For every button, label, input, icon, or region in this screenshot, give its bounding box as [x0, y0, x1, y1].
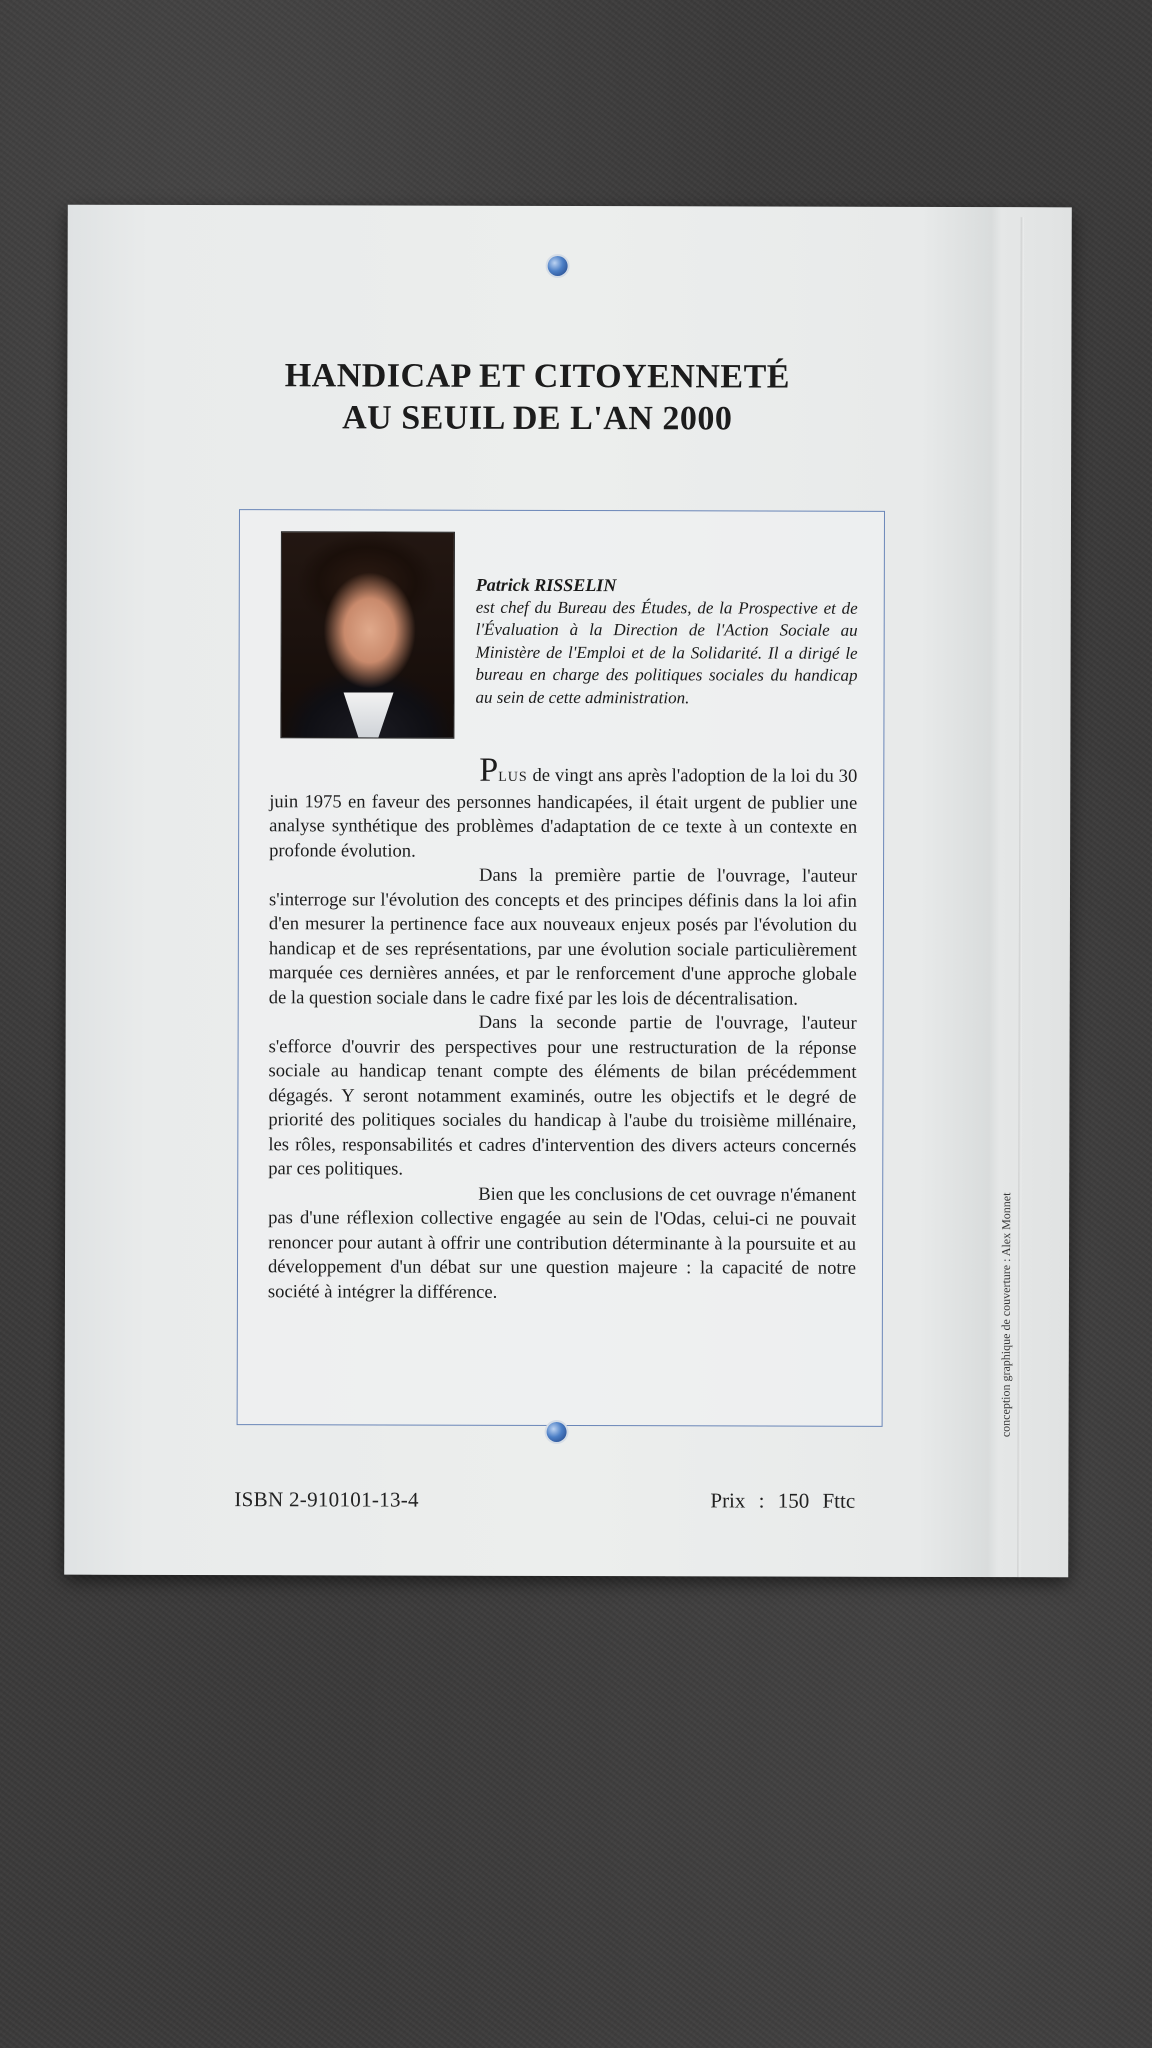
cover-design-credit: conception graphique de couverture : Alex Monnet [998, 1192, 1014, 1438]
author-bio: est chef du Bureau des Études, de la Prospective et de l'Évaluation à la Direction de l'Action Sociale au Ministère de l'Emploi et de la Solidarité. Il a dirigé le bureau en charge des politiques sociales du handicap au sein de cette administration. [475, 597, 858, 707]
drop-cap: P [479, 751, 499, 789]
author-photo-collar [343, 692, 393, 737]
price: Prix : 150 Fttc [710, 1488, 856, 1513]
summary-paragraph-1 [269, 751, 858, 865]
author-name: Patrick RISSELIN [475, 574, 617, 596]
author-photo [280, 531, 455, 738]
title-line-2: AU SEUIL DE L'AN 2000 [342, 399, 733, 438]
summary-paragraph-3: Dans la seconde partie de l'ouvrage, l'auteur s'efforce d'ouvrir des perspectives pour une restructuration de la réponse sociale au handicap tenant compte des éléments de bilan précédemment dégagés. Y seront notamment examinés, outre les objectifs et le degré de priorité des politiques sociales du handicap à l'aube du troisième millénaire, les rôles, responsabilités et cadres d'intervention des divers acteurs concernés par ces politiques. [268, 1011, 857, 1180]
summary-frame [237, 509, 885, 1427]
author-bio-block [475, 574, 857, 710]
title-line-1: HANDICAP ET CITOYENNETÉ [284, 357, 791, 396]
book-back-cover [64, 205, 1072, 1578]
summary-paragraph-4: Bien que les conclusions de cet ouvrage n'émanent pas d'une réflexion collective engagée au sein de l'Odas, celui-ci ne pouvait renoncer pour autant à offrir une contribution déterminante à la poursuite et au développement d'un débat sur une question majeure : la capacité de notre société à intégrer la différence. [267, 1183, 857, 1303]
book-title [157, 355, 917, 441]
summary-paragraph-2: Dans la première partie de l'ouvrage, l'auteur s'interroge sur l'évolution des concepts et des principes définis dans la loi afin d'en mesurer la pertinence face aux nouveaux enjeux posés par l'évolution du handicap et de ses représentations, par une évolution sociale particulièrement marquée ces dernières années, et par le renforcement d'une approche globale de la question sociale dans le cadre fixé par les lois de décentralisation. [268, 864, 858, 1010]
summary-text [267, 751, 858, 1306]
paragraph-1-text: de vingt ans après l'adoption de la loi du 30 juin 1975 en faveur des personnes handicapées, il était urgent de publier une analyse synthétique des problèmes d'adaptation de ce texte à un contexte en profonde évolution. [269, 764, 858, 862]
isbn: ISBN 2-910101-13-4 [234, 1487, 419, 1512]
decorative-dot-icon [548, 256, 568, 276]
decorative-dot-icon [547, 1422, 567, 1442]
drop-cap-small-caps: LUS [498, 769, 528, 785]
